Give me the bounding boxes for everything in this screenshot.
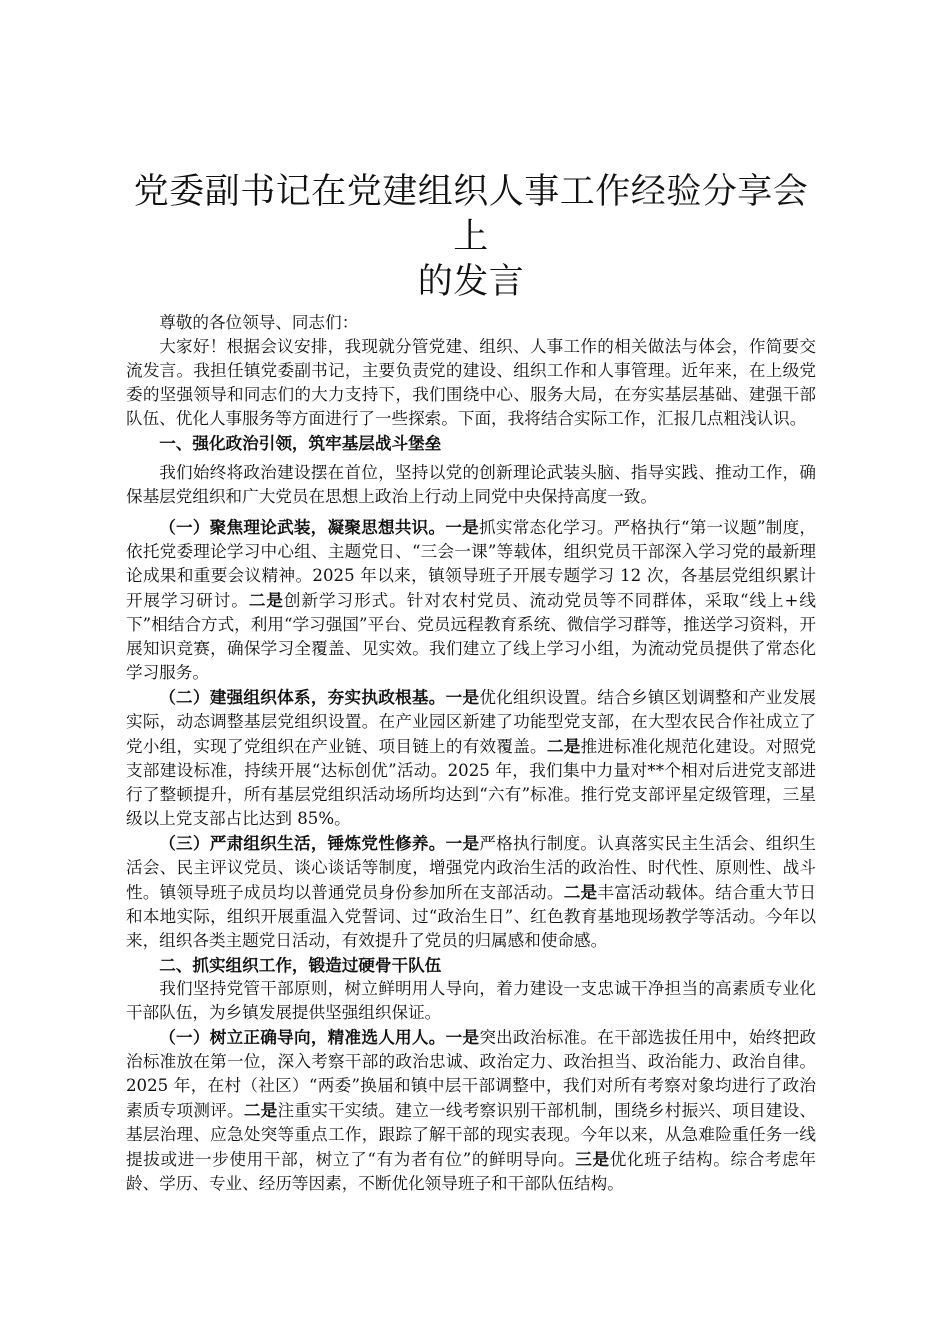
section-2-lead: 我们坚持党管干部原则，树立鲜明用人导向，着力建设一支忠诚干净担当的高素质专业化干部队伍，为乡镇发展提供坚强组织保证。 — [126, 979, 816, 1022]
body-text: 推进标准化规范化建设。对照党支部建设标准，持续开展“达标创优”活动。2025 年，我们集中力量对**个相对后进党支部进行了整顿提升，所有基层党组织活动场所均达到“六有”标准。推行党支部评星定级管理，三星级以上党支部占比达到 85%。 — [126, 737, 817, 828]
section-1-heading: 一、强化政治引领，筑牢基层战斗堡垒 — [159, 433, 442, 453]
keyword: 一是 — [445, 687, 480, 707]
body-text: 注重实干实绩。建立一线考察识别干部机制，围绕乡村振兴、项目建设、基层治理、应急处突等重点工作，跟踪了解干部的现实表现。今年以来，从急难险重任务一线提拔或进一步使用干部，树立了“有为者有位”的鲜明导向。 — [126, 1101, 817, 1169]
keyword: 三是 — [575, 1149, 610, 1169]
body-text: 优化组织设置。结合乡镇区划调整和产业发展实际，动态调整基层党组织设置。在产业园区新建了功能型党支部，在大型农民合作社成立了党小组，实现了党组织在产业链、项目链上的有效覆盖。 — [126, 688, 817, 756]
subheading: （一）树立正确导向，精准选人用人。 — [159, 1027, 446, 1047]
subheading: （二）建强组织体系，夯实执政根基。 — [159, 687, 446, 707]
body-text: 丰富活动载体。结合重大节日和本地实际，组织开展重温入党誓词、过“政治生日”、红色教育基地现场教学等活动。今年以来，组织各类主题党日活动，有效提升了党员的归属感和使命感。 — [126, 883, 817, 950]
keyword: 二是 — [563, 882, 598, 902]
document-page — [126, 170, 816, 1196]
keyword: 二是 — [243, 1100, 278, 1120]
salutation: 尊敬的各位领导、同志们： — [159, 313, 359, 332]
section-2-heading: 二、抓实组织工作，锻造过硬骨干队伍 — [159, 955, 442, 975]
title-line-2: 的发言 — [417, 262, 525, 302]
keyword: 一是 — [445, 833, 480, 853]
section-1-paragraph-1 — [126, 515, 816, 685]
document-title — [126, 170, 816, 305]
section-1-lead: 我们始终将政治建设摆在首位，坚持以党的创新理论武装头脑、指导实践、推动工作，确保基层党组织和广大党员在思想上政治上行动上同党中央保持高度一致。 — [126, 463, 816, 506]
body-text: 突出政治标准。在干部选拔任用中，始终把政治标准放在第一位，深入考察干部的政治忠诚、政治定力、政治担当、政治能力、政治自律。2025 年，在村（社区）“两委”换届和镇中层干部调整中，我们对所有考察对象均进行了政治素质专项测评。 — [126, 1028, 817, 1120]
title-line-1: 党委副书记在党建组织人事工作经验分享会上 — [133, 172, 809, 257]
body-text: 优化班子结构。综合考虑年龄、学历、专业、经历等因素，不断优化领导班子和干部队伍结构。 — [126, 1150, 817, 1193]
keyword: 一是 — [445, 517, 479, 537]
intro-paragraph: 大家好！根据会议安排，我现就分管党建、组织、人事工作的相关做法与体会，作简要交流发言。我担任镇党委副书记，主要负责党的建设、组织工作和人事管理。近年来，在上级党委的坚强领导和同志们的大力支持下，我们围绕中心、服务大局，在夯实基层基础、建强干部队伍、优化人事服务等方面进行了一些探索。下面，我将结合实际工作，汇报几点粗浅认识。 — [126, 337, 816, 428]
keyword: 一是 — [445, 1027, 480, 1047]
keyword: 二是 — [248, 590, 284, 610]
body-text: 抓实常态化学习。严格执行“第一议题”制度，依托党委理论学习中心组、主题党日、“三会一课”等载体，组织党员干部深入学习党的最新理论成果和重要会议精神。2025 年以来，镇领导班子开展专题学习 12 次，各基层党组织累计开展学习研讨。 — [126, 518, 817, 610]
body-text: 创新学习形式。针对农村党员、流动党员等不同群体，采取“线上+线下”相结合方式，利用“学习强国”平台、党员远程教育系统、微信学习群等，推送学习资料，开展知识竞赛，确保学习全覆盖、见实效。我们建立了线上学习小组，为流动党员提供了常态化学习服务。 — [126, 591, 817, 682]
body-text: 严格执行制度。认真落实民主生活会、组织生活会、民主评议党员、谈心谈话等制度，增强党内政治生活的政治性、时代性、原则性、战斗性。镇领导班子成员均以普通党员身份参加所在支部活动。 — [126, 834, 817, 902]
section-1-paragraph-3 — [126, 831, 816, 953]
subheading: （三）严肃组织生活，锤炼党性修养。 — [159, 833, 446, 853]
keyword: 二是 — [546, 736, 581, 756]
section-2-paragraph-1 — [126, 1025, 816, 1196]
subheading: （一）聚焦理论武装，凝聚思想共识。 — [159, 517, 446, 537]
section-1-paragraph-2 — [126, 685, 816, 831]
